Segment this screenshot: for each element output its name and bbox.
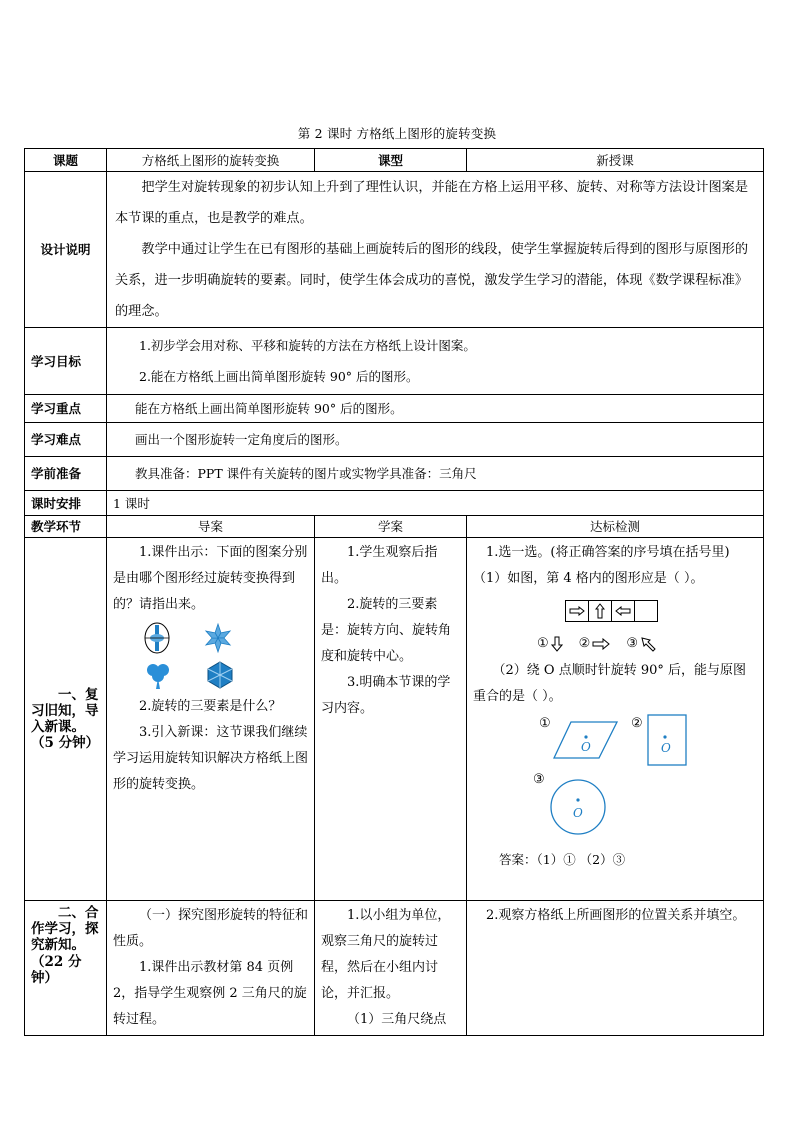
stage-column-header: 教学环节 [25, 516, 107, 538]
arrow-down-icon [551, 636, 563, 652]
stage-1-study-p2: 2.旋转的三要素是：旋转方向、旋转角度和旋转中心。 [321, 597, 452, 664]
objectives-label: 学习目标 [25, 328, 107, 395]
check-question-1: 1.选一选。(将正确答案的序号填在括号里) [486, 545, 730, 560]
center-o-label: O [661, 741, 671, 755]
key-point-value: 能在方格纸上画出简单图形旋转 90° 后的图形。 [107, 395, 764, 423]
arrow-diagonal-icon [640, 636, 656, 652]
topic-value: 方格纸上图形的旋转变换 [107, 149, 315, 172]
circle-shape [549, 778, 607, 836]
preparation-row [25, 457, 764, 491]
design-paragraph-2: 教学中通过让学生在已有图形的基础上画旋转后的图形的线段，使学生掌握旋转后得到的图形与原图形的关系，进一步明确旋转的要素。同时，使学生体会成功的喜悦，激发学生学习的潜能，体现《数学课程标准》的理念。 [115, 242, 749, 319]
header-row [25, 149, 764, 172]
design-paragraph-1: 把学生对旋转现象的初步认知上升到了理性认识，并能在方格上运用平移、旋转、对称等方法设计图案是本节课的重点，也是教学的难点。 [115, 180, 749, 226]
heart-clover-icon [143, 660, 173, 690]
stage-2-guide-p1: （一）探究图形旋转的特征和性质。 [113, 908, 309, 949]
column-header-row [25, 516, 764, 538]
arrow-left-icon [615, 606, 631, 616]
stage-1-title-line: 一、复 [58, 686, 99, 703]
check-question-1-1: （1）如图，第 4 格内的图形应是（ ）。 [473, 571, 704, 586]
arrow-box [611, 600, 635, 622]
choice-option [537, 636, 563, 652]
document-title: 第 2 课时 方格纸上图形的旋转变换 [297, 126, 497, 141]
arrow-sequence-boxes [565, 600, 757, 622]
stage-2-study-p1: 1.以小组为单位，观察三角尺的旋转过程，然后在小组内讨论，并汇报。 [321, 908, 451, 1001]
rectangle-shape [647, 714, 687, 766]
difficulty-label: 学习难点 [25, 423, 107, 457]
stage-2-check-p1: 2.观察方格纸上所画图形的位置关系并填空。 [486, 908, 746, 923]
stage-1-guide-p2: 2.旋转的三要素是什么？ [139, 699, 282, 714]
shape-label: ③ [533, 772, 545, 787]
stage-1-title-line: （5 分钟） [31, 735, 100, 752]
arrow-box [565, 600, 589, 622]
lesson-plan-table [24, 148, 764, 1036]
key-point-label: 学习重点 [25, 395, 107, 423]
topic-label: 课题 [25, 149, 107, 172]
stage-2-title-line: 作学习，探 [31, 921, 99, 938]
check-column-header: 达标检测 [467, 516, 764, 538]
difficulty-row [25, 423, 764, 457]
arrow-right-icon [592, 638, 610, 650]
type-value: 新授课 [467, 149, 764, 172]
check-question-1-2: （2）绕 O 点顺时针旋转 90° 后，能与原图重合的是（ ）。 [473, 663, 747, 704]
preparation-value: 教具准备：PPT 课件有关旋转的图片或实物学具准备：三角尺 [107, 457, 764, 491]
arrow-right-icon [569, 606, 585, 616]
guide-column-header: 导案 [107, 516, 315, 538]
choice-label: ③ [626, 636, 638, 652]
choice-option [579, 636, 611, 652]
hexagon-pattern-icon [205, 660, 235, 690]
stage-1-title [25, 538, 107, 901]
preparation-label: 学前准备 [25, 457, 107, 491]
shape-label: ① [539, 716, 551, 731]
empty-answer-box [634, 600, 658, 622]
objective-2: 2.能在方格纸上画出简单图形旋转 90° 后的图形。 [139, 369, 419, 384]
stage-2-guide-p2: 1.课件出示教材第 84 页例 2，指导学生观察例 2 三角尺的旋转过程。 [113, 960, 307, 1027]
center-o-label: O [581, 740, 591, 754]
schedule-label: 课时安排 [25, 491, 107, 516]
rotation-shapes [473, 710, 757, 850]
stage-2-title-line: （22 分钟） [31, 953, 82, 986]
design-label: 设计说明 [25, 172, 107, 328]
stage-1-study-p1: 1.学生观察后指出。 [321, 545, 438, 586]
ellipse-pattern-icon [143, 622, 171, 654]
center-o-label: O [573, 806, 583, 820]
arrow-up-icon [595, 603, 605, 619]
stage-2-title [25, 901, 107, 1036]
shape-label: ② [631, 716, 643, 731]
choice-options [537, 636, 757, 652]
objectives-row [25, 328, 764, 395]
difficulty-value: 画出一个图形旋转一定角度后的图形。 [107, 423, 764, 457]
star-flower-icon [203, 622, 233, 654]
rotation-pattern-icons [143, 622, 263, 690]
schedule-value: 1 课时 [107, 491, 764, 516]
stage-1-guide-p1: 1.课件出示：下面的图案分别是由哪个图形经过旋转变换得到的？请指出来。 [113, 545, 308, 612]
type-label: 课型 [315, 149, 467, 172]
study-column-header: 学案 [315, 516, 467, 538]
arrow-box [588, 600, 612, 622]
stage-2-row [25, 901, 764, 1036]
stage-2-study-p2: （1）三角尺绕点 [347, 1012, 447, 1027]
stage-1-title-line: 入新课。 [31, 719, 85, 735]
key-point-row [25, 395, 764, 423]
choice-label: ① [537, 636, 549, 652]
design-row [25, 172, 764, 328]
stage-2-title-line: 二、合 [58, 905, 99, 921]
parallelogram-shape [553, 720, 619, 760]
stage-1-guide-p3: 3.引入新课：这节课我们继续学习运用旋转知识解决方格纸上图形的旋转变换。 [113, 725, 309, 792]
stage-1-row [25, 538, 764, 901]
stage-2-title-line: 究新知。 [31, 937, 85, 954]
choice-label: ② [578, 636, 591, 652]
stage-1-study-p3: 3.明确本节课的学习内容。 [321, 675, 451, 716]
choice-option [626, 636, 656, 652]
answer-text: 答案：（1）① （2）③ [499, 852, 626, 867]
stage-1-title-line: 习旧知，导 [31, 702, 99, 719]
schedule-row [25, 491, 764, 516]
objective-1: 1.初步学会用对称、平移和旋转的方法在方格纸上设计图案。 [139, 338, 476, 353]
